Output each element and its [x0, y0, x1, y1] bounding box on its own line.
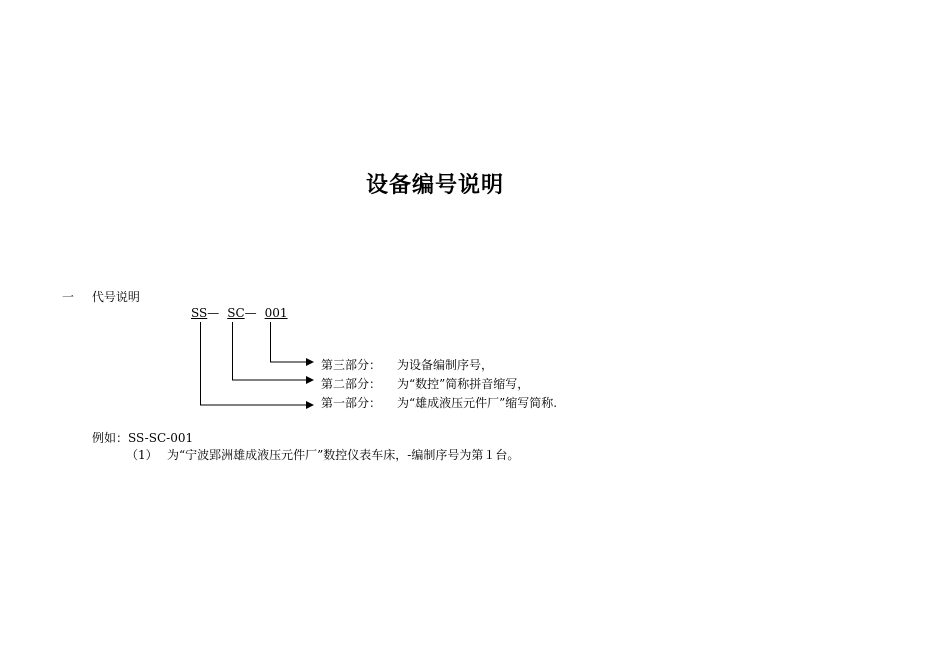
arrow-head-part-1	[306, 401, 314, 409]
description-part-3	[321, 356, 493, 373]
example-item-text: 为“宁波郢洲雄成液压元件厂”数控仪表车床，-编制序号为第１台。	[167, 448, 520, 462]
description-text: 为设备编制序号，	[397, 358, 494, 372]
page-title: 设备编号说明	[365, 172, 504, 198]
arrow-head-part-2	[306, 376, 314, 384]
description-label: 第一部分：	[321, 396, 382, 410]
section-heading	[62, 288, 140, 305]
code-separator-1: —	[207, 306, 220, 320]
connector-line-part-3	[271, 322, 307, 362]
arrow-head-part-3	[306, 358, 314, 366]
example-prefix: 例如：	[92, 431, 129, 445]
connector-line-part-2	[233, 322, 307, 380]
description-text: 为“雄成液压元件厂”缩写简称.	[397, 396, 558, 410]
description-label: 第二部分：	[321, 377, 382, 391]
code-part-3: 001	[264, 306, 288, 320]
example-code: SS-SC-001	[128, 431, 194, 445]
description-label: 第三部分：	[321, 358, 382, 372]
example-item-index: （1）	[126, 448, 158, 462]
section-heading-text: 代号说明	[91, 290, 140, 304]
code-format	[191, 306, 288, 320]
code-separator-2: —	[244, 306, 257, 320]
example-line	[92, 429, 193, 446]
example-item	[126, 446, 519, 463]
description-part-2	[321, 375, 529, 392]
code-part-1: SS	[191, 306, 208, 320]
section-number: 一	[62, 290, 75, 304]
code-part-2: SC	[227, 306, 245, 320]
connector-line-part-1	[201, 322, 307, 405]
description-part-1	[321, 394, 557, 411]
description-text: 为“数控”简称拼音缩写，	[397, 377, 530, 391]
